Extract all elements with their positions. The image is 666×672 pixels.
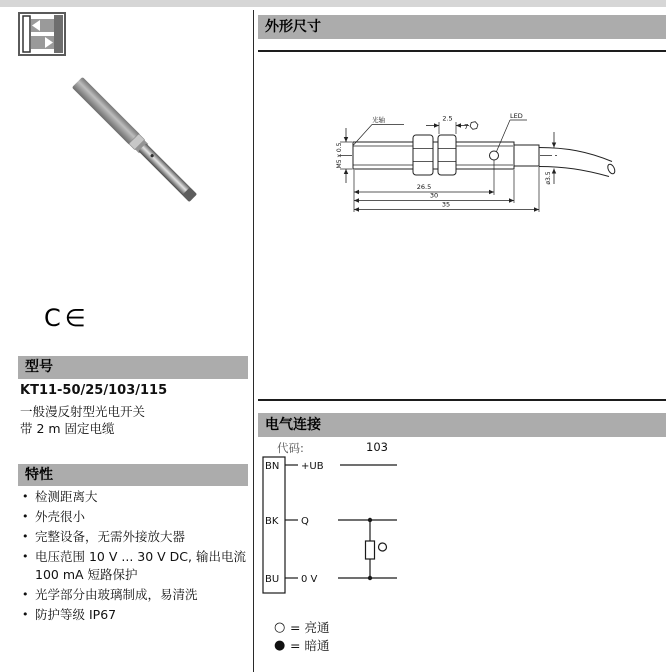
product-photo <box>56 73 214 233</box>
cable-diameter-label: ø3.5 <box>545 171 552 185</box>
wire-bk: BK <box>265 516 279 527</box>
features-section-header: 特性 <box>18 464 248 486</box>
signal-ub: +UB <box>301 461 324 472</box>
section-rule <box>258 399 666 401</box>
model-section-header: 型号 <box>18 356 248 379</box>
feature-item: • 光学部分由玻璃制成，易清洗 <box>20 586 248 604</box>
legend-dark-on <box>274 636 329 654</box>
legend-dark-on-label: = 暗通 <box>290 638 330 653</box>
feature-item: • 完整设备，无需外接放大器 <box>20 528 248 546</box>
legend-light-on <box>274 618 329 636</box>
ce-mark: C∈ <box>44 304 90 332</box>
wire-bn: BN <box>265 461 280 472</box>
model-number: KT11-50/25/103/115 <box>20 383 168 398</box>
optical-axis-label: 光轴 <box>372 116 385 124</box>
code-value: 103 <box>366 440 388 454</box>
features-list <box>20 488 248 626</box>
led-label: LED <box>510 112 523 120</box>
diffuse-sensor-icon <box>18 12 66 56</box>
section-rule <box>258 50 666 52</box>
feature-item: • 外壳很小 <box>20 508 248 526</box>
model-description <box>20 403 145 437</box>
model-description-line1: 一般漫反射型光电开关 <box>20 404 146 419</box>
column-divider <box>253 10 254 672</box>
model-description-line2: 带 2 m 固定电缆 <box>20 421 115 436</box>
legend-light-on-label: = 亮通 <box>290 620 330 635</box>
page-top-strip <box>0 0 666 7</box>
signal-0v: 0 V <box>301 574 318 585</box>
feature-item: • 防护等级 IP67 <box>20 606 248 624</box>
open-circle-icon: ○ <box>274 619 286 635</box>
code-label: 代码: <box>277 441 304 455</box>
signal-q: Q <box>301 516 309 527</box>
output-legend <box>274 618 329 654</box>
wrench-size-label: 7 <box>464 123 469 131</box>
dimension-drawing <box>326 82 666 242</box>
dimension-30: 30 <box>429 191 439 200</box>
feature-item: • 检测距离大 <box>20 488 248 506</box>
nut-gap-dimension: 2.5 <box>442 114 453 123</box>
dimension-35: 35 <box>441 200 451 209</box>
feature-item: • 电压范围 10 V ... 30 V DC, 输出电流 100 mA 短路保护 <box>20 548 248 584</box>
dimensions-section-header: 外形尺寸 <box>258 15 666 39</box>
filled-circle-icon: ● <box>274 637 286 653</box>
wire-bu: BU <box>265 574 280 585</box>
thread-size-label: M5 x 0.5 <box>336 142 343 169</box>
electrical-section-header: 电气连接 <box>258 413 666 437</box>
wiring-diagram <box>258 452 438 602</box>
dimension-26-5: 26.5 <box>416 183 432 191</box>
